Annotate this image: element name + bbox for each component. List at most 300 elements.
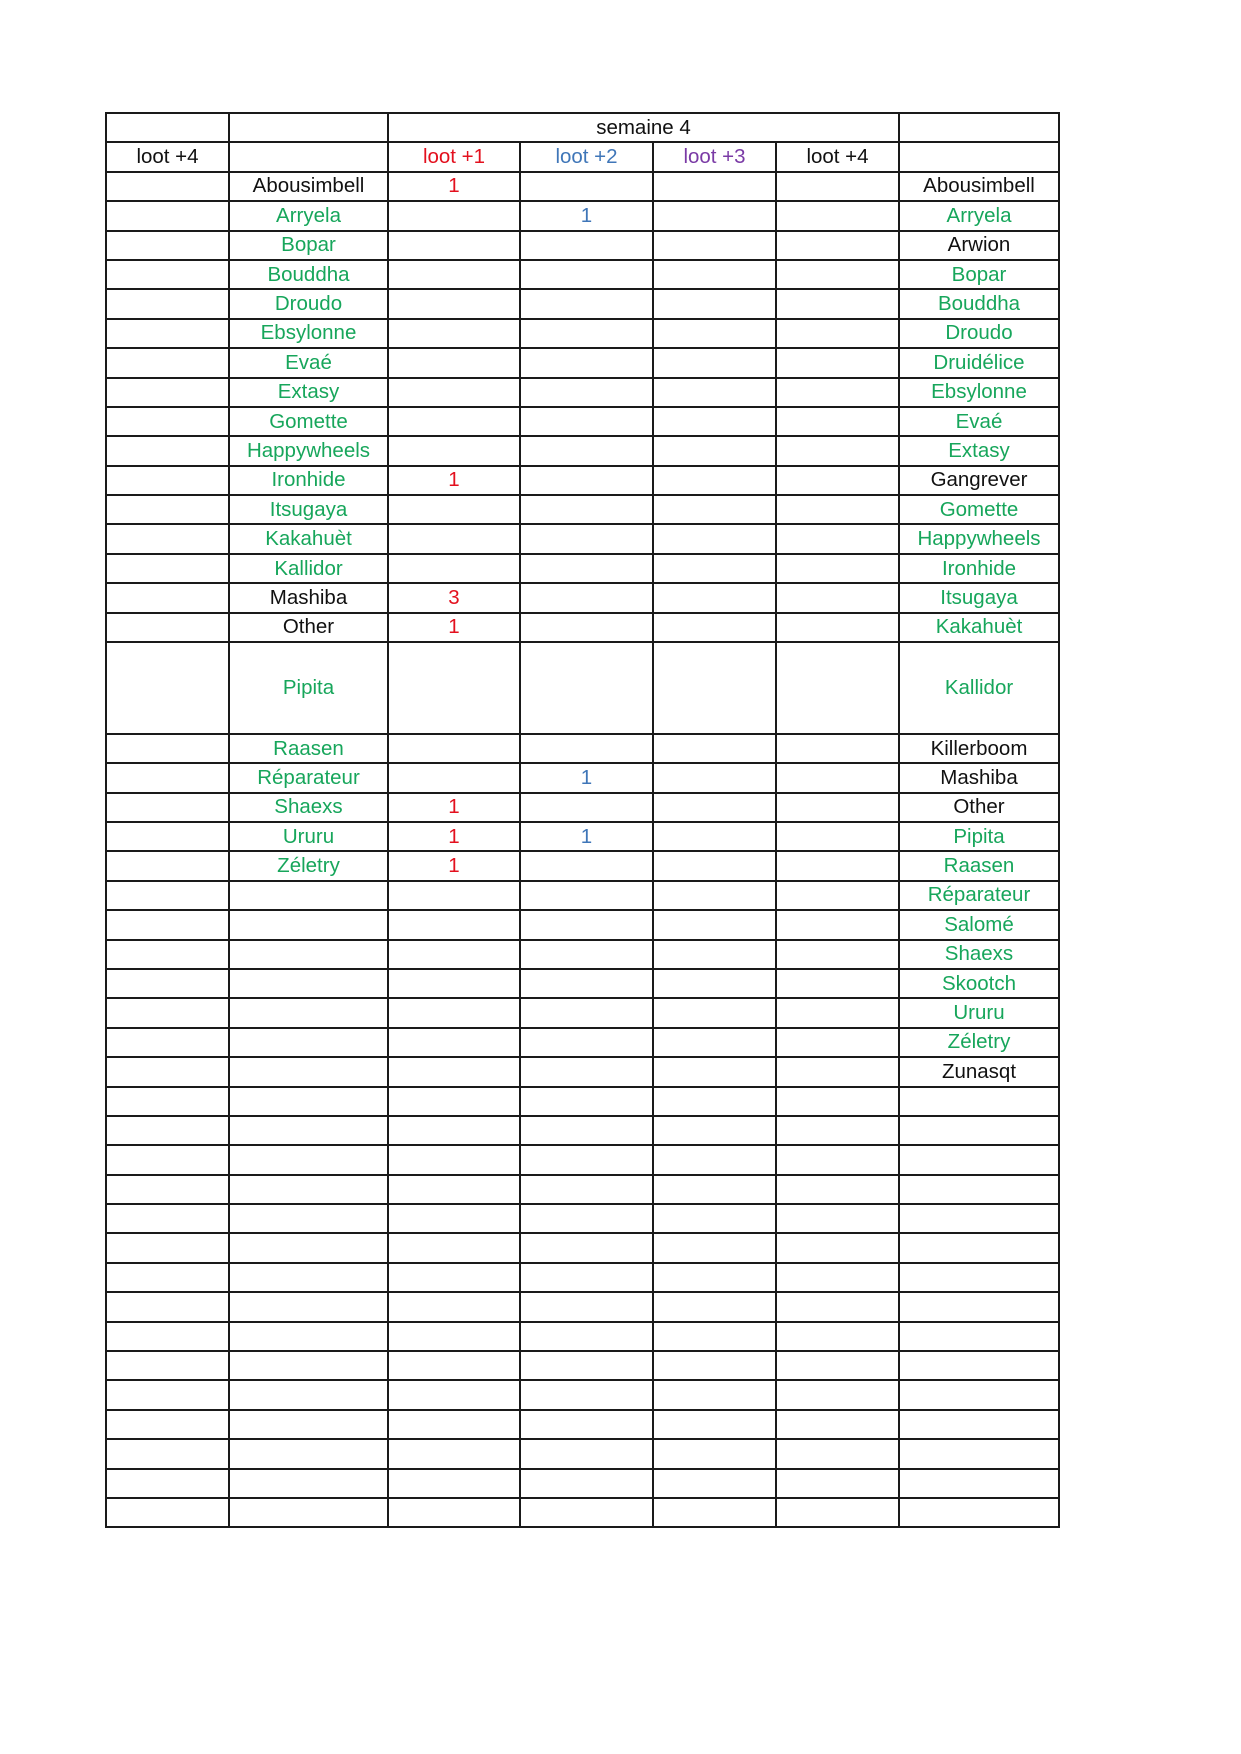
- player-name-cell[interactable]: Gomette: [229, 407, 388, 436]
- player-name-cell[interactable]: Ironhide: [229, 466, 388, 495]
- loot4-cell[interactable]: [776, 1175, 899, 1204]
- cell[interactable]: [106, 1410, 229, 1439]
- loot2-cell[interactable]: [520, 348, 653, 377]
- roster-name-cell[interactable]: Extasy: [899, 436, 1059, 465]
- loot1-cell[interactable]: [388, 378, 520, 407]
- loot1-cell[interactable]: [388, 998, 520, 1027]
- col-header-loot2[interactable]: loot +2: [520, 142, 653, 171]
- cell[interactable]: [106, 613, 229, 642]
- loot4-cell[interactable]: [776, 1410, 899, 1439]
- loot4-cell[interactable]: [776, 1087, 899, 1116]
- loot2-cell[interactable]: 1: [520, 822, 653, 851]
- cell[interactable]: [106, 583, 229, 612]
- roster-name-cell[interactable]: [899, 1263, 1059, 1292]
- roster-name-cell[interactable]: Arwion: [899, 231, 1059, 260]
- loot2-cell[interactable]: [520, 1322, 653, 1351]
- loot1-cell[interactable]: 1: [388, 613, 520, 642]
- roster-name-cell[interactable]: [899, 1175, 1059, 1204]
- loot1-cell[interactable]: [388, 1028, 520, 1057]
- cell[interactable]: [106, 466, 229, 495]
- loot3-cell[interactable]: [653, 524, 776, 553]
- loot3-cell[interactable]: [653, 1204, 776, 1233]
- player-name-cell[interactable]: [229, 1351, 388, 1380]
- player-name-cell[interactable]: [229, 969, 388, 998]
- loot4-cell[interactable]: [776, 940, 899, 969]
- player-name-cell[interactable]: Ururu: [229, 822, 388, 851]
- loot3-cell[interactable]: [653, 1380, 776, 1409]
- roster-name-cell[interactable]: Ebsylonne: [899, 378, 1059, 407]
- loot2-cell[interactable]: [520, 1087, 653, 1116]
- loot4-cell[interactable]: [776, 642, 899, 734]
- cell[interactable]: [106, 1439, 229, 1468]
- loot3-cell[interactable]: [653, 260, 776, 289]
- loot3-cell[interactable]: [653, 763, 776, 792]
- loot2-cell[interactable]: [520, 851, 653, 880]
- roster-name-cell[interactable]: Salomé: [899, 910, 1059, 939]
- roster-name-cell[interactable]: Réparateur: [899, 881, 1059, 910]
- cell[interactable]: [106, 1322, 229, 1351]
- loot1-cell[interactable]: [388, 348, 520, 377]
- loot3-cell[interactable]: [653, 1469, 776, 1498]
- loot4-cell[interactable]: [776, 407, 899, 436]
- player-name-cell[interactable]: [229, 1204, 388, 1233]
- loot1-cell[interactable]: [388, 1116, 520, 1145]
- roster-name-cell[interactable]: Ironhide: [899, 554, 1059, 583]
- loot4-cell[interactable]: [776, 1263, 899, 1292]
- loot1-cell[interactable]: 1: [388, 822, 520, 851]
- player-name-cell[interactable]: Zéletry: [229, 851, 388, 880]
- roster-name-cell[interactable]: [899, 1380, 1059, 1409]
- loot3-cell[interactable]: [653, 969, 776, 998]
- roster-name-cell[interactable]: [899, 1469, 1059, 1498]
- loot3-cell[interactable]: [653, 495, 776, 524]
- cell[interactable]: [106, 201, 229, 230]
- player-name-cell[interactable]: [229, 1233, 388, 1262]
- roster-name-cell[interactable]: Pipita: [899, 822, 1059, 851]
- loot3-cell[interactable]: [653, 201, 776, 230]
- loot1-cell[interactable]: [388, 1469, 520, 1498]
- player-name-cell[interactable]: Kakahuèt: [229, 524, 388, 553]
- loot2-cell[interactable]: [520, 172, 653, 201]
- roster-name-cell[interactable]: [899, 1087, 1059, 1116]
- cell[interactable]: [106, 407, 229, 436]
- left-loot-header[interactable]: loot +4: [106, 142, 229, 171]
- roster-name-cell[interactable]: Bouddha: [899, 289, 1059, 318]
- loot2-cell[interactable]: [520, 1439, 653, 1468]
- loot4-cell[interactable]: [776, 1439, 899, 1468]
- loot3-cell[interactable]: [653, 910, 776, 939]
- player-name-cell[interactable]: [229, 1028, 388, 1057]
- roster-name-cell[interactable]: Mashiba: [899, 763, 1059, 792]
- loot4-cell[interactable]: [776, 260, 899, 289]
- player-name-cell[interactable]: Réparateur: [229, 763, 388, 792]
- col-header-loot3[interactable]: loot +3: [653, 142, 776, 171]
- loot2-cell[interactable]: [520, 1204, 653, 1233]
- loot3-cell[interactable]: [653, 940, 776, 969]
- roster-name-cell[interactable]: Other: [899, 793, 1059, 822]
- loot1-cell[interactable]: [388, 201, 520, 230]
- player-name-cell[interactable]: [229, 910, 388, 939]
- loot4-cell[interactable]: [776, 201, 899, 230]
- cell[interactable]: [106, 793, 229, 822]
- loot1-cell[interactable]: [388, 1439, 520, 1468]
- loot2-cell[interactable]: [520, 910, 653, 939]
- player-name-cell[interactable]: [229, 998, 388, 1027]
- loot4-cell[interactable]: [776, 554, 899, 583]
- player-name-cell[interactable]: Raasen: [229, 734, 388, 763]
- loot3-cell[interactable]: [653, 1116, 776, 1145]
- loot2-cell[interactable]: [520, 793, 653, 822]
- cell[interactable]: [106, 998, 229, 1027]
- loot2-cell[interactable]: [520, 734, 653, 763]
- loot4-cell[interactable]: [776, 495, 899, 524]
- loot2-cell[interactable]: [520, 969, 653, 998]
- loot4-cell[interactable]: [776, 613, 899, 642]
- loot3-cell[interactable]: [653, 1263, 776, 1292]
- loot4-cell[interactable]: [776, 1322, 899, 1351]
- loot4-cell[interactable]: [776, 319, 899, 348]
- roster-name-cell[interactable]: Evaé: [899, 407, 1059, 436]
- cell[interactable]: [106, 642, 229, 734]
- loot4-cell[interactable]: [776, 1204, 899, 1233]
- loot1-cell[interactable]: [388, 1175, 520, 1204]
- loot3-cell[interactable]: [653, 1498, 776, 1527]
- loot4-cell[interactable]: [776, 378, 899, 407]
- loot4-cell[interactable]: [776, 289, 899, 318]
- loot2-cell[interactable]: [520, 1263, 653, 1292]
- loot3-cell[interactable]: [653, 822, 776, 851]
- loot1-cell[interactable]: [388, 289, 520, 318]
- cell[interactable]: [106, 1292, 229, 1321]
- loot4-cell[interactable]: [776, 1292, 899, 1321]
- loot3-cell[interactable]: [653, 1145, 776, 1174]
- loot1-cell[interactable]: 1: [388, 793, 520, 822]
- loot2-cell[interactable]: [520, 1410, 653, 1439]
- loot4-cell[interactable]: [776, 969, 899, 998]
- loot2-cell[interactable]: [520, 407, 653, 436]
- loot3-cell[interactable]: [653, 1057, 776, 1086]
- player-name-cell[interactable]: Evaé: [229, 348, 388, 377]
- cell[interactable]: [106, 172, 229, 201]
- cell[interactable]: [106, 260, 229, 289]
- player-name-cell[interactable]: Arryela: [229, 201, 388, 230]
- roster-name-cell[interactable]: Abousimbell: [899, 172, 1059, 201]
- loot4-cell[interactable]: [776, 348, 899, 377]
- roster-name-cell[interactable]: Gangrever: [899, 466, 1059, 495]
- loot1-cell[interactable]: [388, 1204, 520, 1233]
- loot1-cell[interactable]: [388, 1263, 520, 1292]
- loot4-cell[interactable]: [776, 1233, 899, 1262]
- player-name-cell[interactable]: Droudo: [229, 289, 388, 318]
- loot4-cell[interactable]: [776, 910, 899, 939]
- roster-name-cell[interactable]: [899, 1145, 1059, 1174]
- loot3-cell[interactable]: [653, 1410, 776, 1439]
- cell[interactable]: [106, 734, 229, 763]
- loot2-cell[interactable]: [520, 231, 653, 260]
- loot1-cell[interactable]: [388, 969, 520, 998]
- loot1-cell[interactable]: [388, 554, 520, 583]
- loot3-cell[interactable]: [653, 1175, 776, 1204]
- loot1-cell[interactable]: [388, 1145, 520, 1174]
- cell[interactable]: [106, 1263, 229, 1292]
- loot1-cell[interactable]: [388, 260, 520, 289]
- loot1-cell[interactable]: [388, 1380, 520, 1409]
- cell[interactable]: [106, 822, 229, 851]
- loot1-cell[interactable]: [388, 524, 520, 553]
- player-name-cell[interactable]: Abousimbell: [229, 172, 388, 201]
- player-name-cell[interactable]: Mashiba: [229, 583, 388, 612]
- loot3-cell[interactable]: [653, 881, 776, 910]
- cell[interactable]: [106, 881, 229, 910]
- cell[interactable]: [106, 1175, 229, 1204]
- loot4-cell[interactable]: [776, 172, 899, 201]
- loot4-cell[interactable]: [776, 793, 899, 822]
- loot1-cell[interactable]: [388, 881, 520, 910]
- cell[interactable]: [106, 1087, 229, 1116]
- loot2-cell[interactable]: [520, 1469, 653, 1498]
- roster-name-cell[interactable]: Killerboom: [899, 734, 1059, 763]
- roster-name-cell[interactable]: Zéletry: [899, 1028, 1059, 1057]
- loot1-cell[interactable]: [388, 1410, 520, 1439]
- loot1-cell[interactable]: [388, 1322, 520, 1351]
- loot4-cell[interactable]: [776, 1057, 899, 1086]
- loot2-cell[interactable]: 1: [520, 763, 653, 792]
- loot2-cell[interactable]: [520, 1175, 653, 1204]
- col-header-loot1[interactable]: loot +1: [388, 142, 520, 171]
- loot4-cell[interactable]: [776, 1145, 899, 1174]
- roster-name-cell[interactable]: Zunasqt: [899, 1057, 1059, 1086]
- loot3-cell[interactable]: [653, 793, 776, 822]
- roster-name-cell[interactable]: Gomette: [899, 495, 1059, 524]
- cell[interactable]: [106, 378, 229, 407]
- cell[interactable]: [106, 113, 229, 142]
- cell[interactable]: [106, 348, 229, 377]
- player-name-cell[interactable]: Pipita: [229, 642, 388, 734]
- loot3-cell[interactable]: [653, 1028, 776, 1057]
- cell[interactable]: [106, 969, 229, 998]
- loot3-cell[interactable]: [653, 407, 776, 436]
- cell[interactable]: [106, 1028, 229, 1057]
- player-name-cell[interactable]: [229, 1087, 388, 1116]
- cell[interactable]: [106, 851, 229, 880]
- loot4-cell[interactable]: [776, 524, 899, 553]
- cell[interactable]: [106, 1145, 229, 1174]
- loot2-cell[interactable]: [520, 1380, 653, 1409]
- loot4-cell[interactable]: [776, 231, 899, 260]
- loot3-cell[interactable]: [653, 1439, 776, 1468]
- player-name-cell[interactable]: [229, 1175, 388, 1204]
- roster-name-cell[interactable]: [899, 1322, 1059, 1351]
- loot1-cell[interactable]: [388, 231, 520, 260]
- roster-name-cell[interactable]: Ururu: [899, 998, 1059, 1027]
- roster-name-cell[interactable]: [899, 1204, 1059, 1233]
- loot1-cell[interactable]: [388, 940, 520, 969]
- loot1-cell[interactable]: [388, 407, 520, 436]
- player-name-cell[interactable]: [229, 1263, 388, 1292]
- loot4-cell[interactable]: [776, 1116, 899, 1145]
- player-name-cell[interactable]: Ebsylonne: [229, 319, 388, 348]
- player-name-cell[interactable]: Kallidor: [229, 554, 388, 583]
- loot3-cell[interactable]: [653, 613, 776, 642]
- loot1-cell[interactable]: [388, 763, 520, 792]
- loot2-cell[interactable]: [520, 466, 653, 495]
- cell[interactable]: [106, 289, 229, 318]
- loot4-cell[interactable]: [776, 583, 899, 612]
- player-name-cell[interactable]: Extasy: [229, 378, 388, 407]
- loot3-cell[interactable]: [653, 348, 776, 377]
- loot3-cell[interactable]: [653, 1351, 776, 1380]
- roster-name-cell[interactable]: Shaexs: [899, 940, 1059, 969]
- loot2-cell[interactable]: [520, 1233, 653, 1262]
- loot1-cell[interactable]: 3: [388, 583, 520, 612]
- cell[interactable]: [899, 113, 1059, 142]
- loot1-cell[interactable]: [388, 1351, 520, 1380]
- loot2-cell[interactable]: [520, 1145, 653, 1174]
- loot2-cell[interactable]: [520, 554, 653, 583]
- cell[interactable]: [106, 1116, 229, 1145]
- player-name-cell[interactable]: [229, 1469, 388, 1498]
- loot2-cell[interactable]: [520, 1498, 653, 1527]
- loot4-cell[interactable]: [776, 466, 899, 495]
- cell[interactable]: [106, 1204, 229, 1233]
- cell[interactable]: [106, 319, 229, 348]
- loot2-cell[interactable]: [520, 1116, 653, 1145]
- roster-name-cell[interactable]: [899, 1439, 1059, 1468]
- loot2-cell[interactable]: [520, 378, 653, 407]
- loot3-cell[interactable]: [653, 378, 776, 407]
- roster-name-cell[interactable]: Kakahuèt: [899, 613, 1059, 642]
- loot2-cell[interactable]: [520, 1351, 653, 1380]
- loot4-cell[interactable]: [776, 998, 899, 1027]
- cell[interactable]: [229, 142, 388, 171]
- cell[interactable]: [106, 495, 229, 524]
- roster-name-cell[interactable]: [899, 1233, 1059, 1262]
- player-name-cell[interactable]: [229, 1439, 388, 1468]
- loot4-cell[interactable]: [776, 734, 899, 763]
- loot2-cell[interactable]: [520, 613, 653, 642]
- cell[interactable]: [106, 1498, 229, 1527]
- loot2-cell[interactable]: [520, 495, 653, 524]
- loot3-cell[interactable]: [653, 1087, 776, 1116]
- cell[interactable]: [229, 113, 388, 142]
- loot4-cell[interactable]: [776, 881, 899, 910]
- loot3-cell[interactable]: [653, 231, 776, 260]
- loot1-cell[interactable]: [388, 642, 520, 734]
- loot4-cell[interactable]: [776, 822, 899, 851]
- loot3-cell[interactable]: [653, 1322, 776, 1351]
- loot2-cell[interactable]: [520, 583, 653, 612]
- roster-name-cell[interactable]: Happywheels: [899, 524, 1059, 553]
- loot3-cell[interactable]: [653, 1233, 776, 1262]
- loot1-cell[interactable]: [388, 1233, 520, 1262]
- loot3-cell[interactable]: [653, 554, 776, 583]
- player-name-cell[interactable]: Bouddha: [229, 260, 388, 289]
- cell[interactable]: [106, 940, 229, 969]
- loot2-cell[interactable]: [520, 319, 653, 348]
- loot2-cell[interactable]: [520, 1028, 653, 1057]
- loot2-cell[interactable]: [520, 260, 653, 289]
- cell[interactable]: [106, 231, 229, 260]
- loot1-cell[interactable]: [388, 1498, 520, 1527]
- roster-name-cell[interactable]: Droudo: [899, 319, 1059, 348]
- player-name-cell[interactable]: [229, 940, 388, 969]
- loot2-cell[interactable]: [520, 1057, 653, 1086]
- loot1-cell[interactable]: [388, 910, 520, 939]
- loot4-cell[interactable]: [776, 1498, 899, 1527]
- roster-name-cell[interactable]: Bopar: [899, 260, 1059, 289]
- cell[interactable]: [106, 910, 229, 939]
- player-name-cell[interactable]: Other: [229, 613, 388, 642]
- loot2-cell[interactable]: 1: [520, 201, 653, 230]
- loot3-cell[interactable]: [653, 436, 776, 465]
- cell[interactable]: [106, 1469, 229, 1498]
- cell[interactable]: [106, 1351, 229, 1380]
- loot1-cell[interactable]: [388, 1057, 520, 1086]
- roster-name-cell[interactable]: [899, 1116, 1059, 1145]
- roster-name-cell[interactable]: Druidélice: [899, 348, 1059, 377]
- loot3-cell[interactable]: [653, 172, 776, 201]
- loot2-cell[interactable]: [520, 642, 653, 734]
- loot1-cell[interactable]: [388, 436, 520, 465]
- loot2-cell[interactable]: [520, 1292, 653, 1321]
- loot2-cell[interactable]: [520, 940, 653, 969]
- week-header[interactable]: semaine 4: [388, 113, 899, 142]
- roster-name-cell[interactable]: [899, 1292, 1059, 1321]
- loot3-cell[interactable]: [653, 642, 776, 734]
- loot3-cell[interactable]: [653, 289, 776, 318]
- loot4-cell[interactable]: [776, 763, 899, 792]
- player-name-cell[interactable]: Happywheels: [229, 436, 388, 465]
- loot3-cell[interactable]: [653, 319, 776, 348]
- cell[interactable]: [106, 524, 229, 553]
- loot3-cell[interactable]: [653, 1292, 776, 1321]
- cell[interactable]: [106, 554, 229, 583]
- cell[interactable]: [106, 1057, 229, 1086]
- loot4-cell[interactable]: [776, 851, 899, 880]
- loot2-cell[interactable]: [520, 881, 653, 910]
- loot2-cell[interactable]: [520, 524, 653, 553]
- cell[interactable]: [106, 1233, 229, 1262]
- roster-name-cell[interactable]: Kallidor: [899, 642, 1059, 734]
- cell[interactable]: [106, 1380, 229, 1409]
- player-name-cell[interactable]: [229, 881, 388, 910]
- player-name-cell[interactable]: Bopar: [229, 231, 388, 260]
- cell[interactable]: [106, 763, 229, 792]
- roster-name-cell[interactable]: Itsugaya: [899, 583, 1059, 612]
- roster-name-cell[interactable]: Skootch: [899, 969, 1059, 998]
- loot1-cell[interactable]: [388, 1087, 520, 1116]
- loot4-cell[interactable]: [776, 436, 899, 465]
- loot3-cell[interactable]: [653, 734, 776, 763]
- player-name-cell[interactable]: [229, 1410, 388, 1439]
- cell[interactable]: [106, 436, 229, 465]
- loot3-cell[interactable]: [653, 583, 776, 612]
- player-name-cell[interactable]: [229, 1380, 388, 1409]
- loot1-cell[interactable]: 1: [388, 466, 520, 495]
- loot1-cell[interactable]: 1: [388, 172, 520, 201]
- loot4-cell[interactable]: [776, 1351, 899, 1380]
- player-name-cell[interactable]: [229, 1292, 388, 1321]
- loot1-cell[interactable]: [388, 319, 520, 348]
- roster-name-cell[interactable]: [899, 1351, 1059, 1380]
- player-name-cell[interactable]: Itsugaya: [229, 495, 388, 524]
- loot3-cell[interactable]: [653, 998, 776, 1027]
- loot4-cell[interactable]: [776, 1028, 899, 1057]
- loot2-cell[interactable]: [520, 998, 653, 1027]
- loot1-cell[interactable]: [388, 495, 520, 524]
- loot2-cell[interactable]: [520, 289, 653, 318]
- player-name-cell[interactable]: [229, 1057, 388, 1086]
